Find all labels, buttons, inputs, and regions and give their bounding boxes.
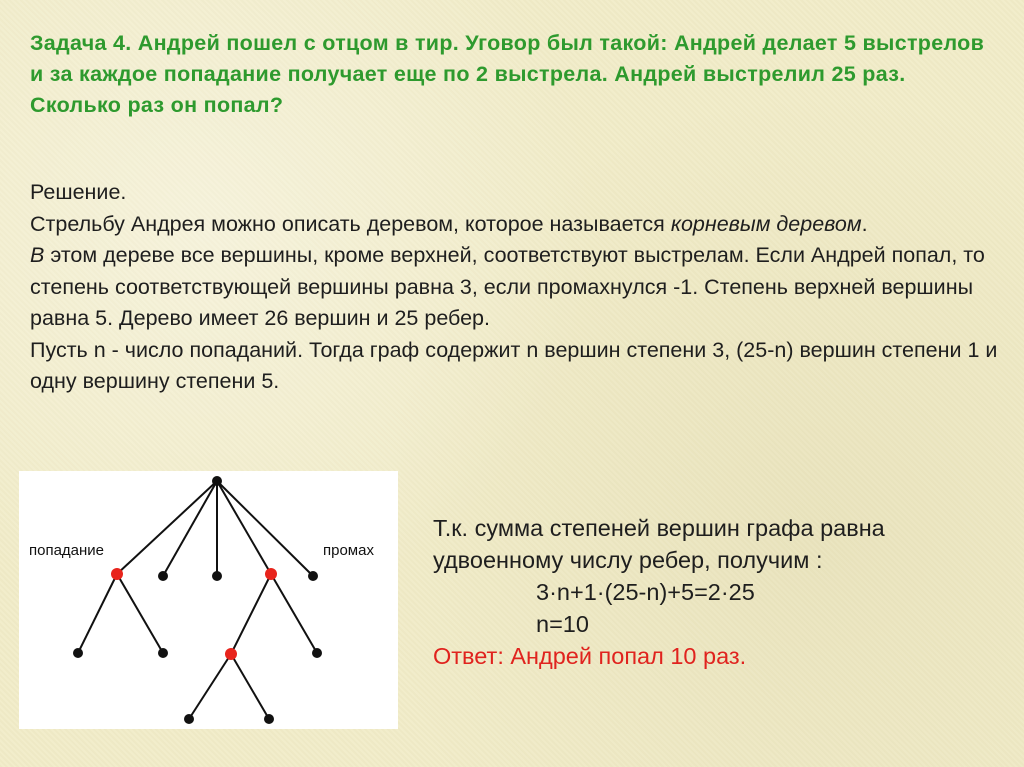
edge-hit3-leaf-b xyxy=(231,654,269,719)
equation: 3·n+1·(25-n)+5=2·25 xyxy=(536,579,755,605)
tree-edges xyxy=(78,481,317,719)
node-miss xyxy=(212,571,222,581)
node-miss xyxy=(158,571,168,581)
solution-block xyxy=(30,177,1005,398)
node-hit xyxy=(111,568,123,580)
tree-nodes xyxy=(73,476,322,724)
label-hit: попадание xyxy=(29,542,105,559)
solution-paragraph-2 xyxy=(30,240,1005,335)
node-miss xyxy=(264,714,274,724)
task-statement: Задача 4. Андрей пошел с отцом в тир. Уговор был такой: Андрей делает 5 выстрелов и за каждое попадание получает еще по 2 выстрела. Андрей выстрелил 25 раз. Сколько раз он попал? xyxy=(30,31,985,117)
p2-rest: этом дереве все вершины, кроме верхней, соответствуют выстрелам. Если Андрей попал, то степень соответствующей вершины равна 3, если промахнулся -1. Степень верхней вершины равна 5. Дерево имеет 26 вершин и 25 ребер. xyxy=(30,243,985,330)
tree-diagram xyxy=(19,471,398,729)
p2-italic: В xyxy=(30,243,45,267)
edge-root-leaf1 xyxy=(163,481,217,576)
edge-hit1-leaf-a xyxy=(78,574,117,653)
node-miss xyxy=(312,648,322,658)
edge-hit1-leaf-b xyxy=(117,574,163,653)
conclusion-block xyxy=(433,512,1013,672)
p1-italic: корневым деревом xyxy=(670,211,862,236)
p1-start: Стрельбу Андрея можно описать деревом, которое называется xyxy=(30,211,671,236)
edge-hit3-leaf-a xyxy=(189,654,231,719)
solution-paragraph-1 xyxy=(30,209,1005,241)
solution-paragraph-3: Пусть n - число попаданий. Тогда граф содержит n вершин степени 3, (25-n) вершин степени 1 и одну вершину степени 5. xyxy=(30,337,998,393)
node-root xyxy=(212,476,222,486)
label-miss: промах xyxy=(323,542,374,559)
edge-hit2-hit3 xyxy=(231,574,271,654)
conclusion-line-2: удвоенному числу ребер, получим : xyxy=(433,547,823,573)
p1-end: . xyxy=(861,211,868,236)
node-hit xyxy=(265,568,277,580)
node-hit xyxy=(225,648,237,660)
result: n=10 xyxy=(536,611,589,637)
node-miss xyxy=(308,571,318,581)
solution-heading: Решение. xyxy=(30,180,127,204)
tree-svg xyxy=(19,471,398,729)
node-miss xyxy=(73,648,83,658)
answer: Ответ: Андрей попал 10 раз. xyxy=(433,643,747,669)
node-miss xyxy=(158,648,168,658)
node-miss xyxy=(184,714,194,724)
conclusion-line-1: Т.к. сумма степеней вершин графа равна xyxy=(433,515,885,541)
edge-hit2-leaf xyxy=(271,574,317,653)
edge-root-hit1 xyxy=(117,481,217,574)
